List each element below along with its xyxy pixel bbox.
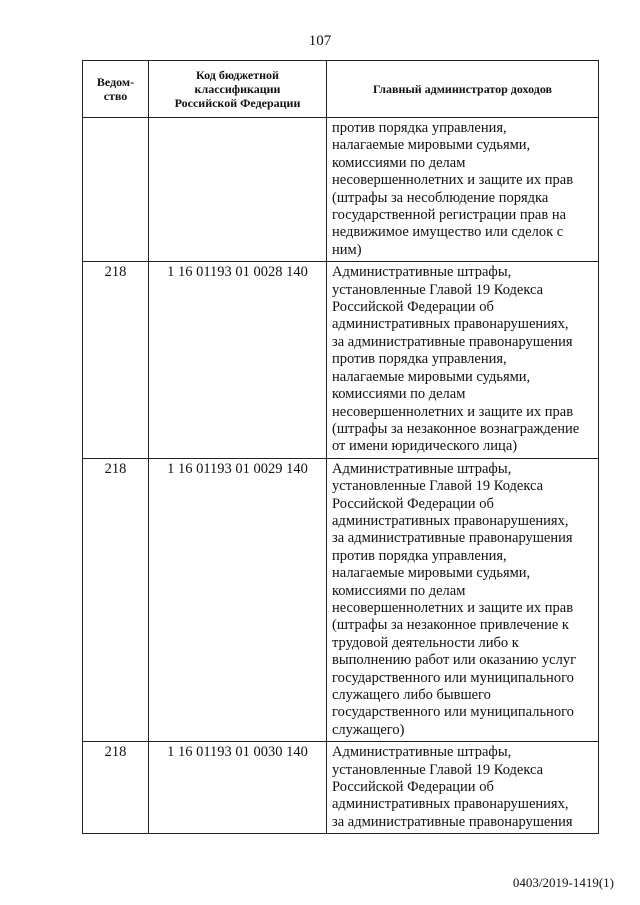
description-line: государственной регистрации прав на: [332, 207, 567, 224]
description-line: выполнению работ или оказанию услуг: [332, 652, 577, 669]
budget-classification-table: [82, 60, 599, 834]
description-line: служащего либо бывшего: [332, 687, 491, 703]
description-line: от имени юридического лица): [332, 438, 518, 455]
table-row: [83, 118, 599, 262]
description-line: административных правонарушениях,: [332, 796, 569, 813]
header-line: Российской Федерации: [174, 96, 301, 110]
description-line: налагаемые мировыми судьями,: [332, 137, 531, 154]
description-line: налагаемые мировыми судьями,: [332, 565, 531, 582]
description-line: против порядка управления,: [332, 120, 507, 136]
header-line: Ведом-: [96, 75, 135, 89]
description-cell: [327, 742, 599, 834]
description-line: (штрафы за незаконное привлечение к: [332, 617, 569, 634]
description-line: государственного или муниципального: [332, 669, 574, 686]
description-line: против порядка управления,: [332, 547, 507, 564]
description-line: трудовой деятельности либо к: [332, 634, 519, 651]
description-line: установленные Главой 19 Кодекса: [332, 478, 544, 495]
description-line: комиссиями по делам: [332, 154, 466, 171]
description-line: комиссиями по делам: [332, 386, 466, 403]
description-line: недвижимое имущество или сделок с: [332, 224, 564, 241]
description-line: ним): [332, 241, 362, 258]
table-header-row: [83, 61, 599, 118]
code-cell: 1 16 01193 01 0029 140: [149, 458, 327, 742]
description-cell: [327, 262, 599, 458]
header-department: [83, 61, 149, 118]
code-cell: 1 16 01193 01 0030 140: [149, 742, 327, 834]
table-row: [83, 742, 599, 834]
document-id: 0403/2019-1419(1): [512, 875, 614, 890]
description-line: налагаемые мировыми судьями,: [332, 368, 531, 385]
description-line: Российской Федерации об: [332, 495, 494, 512]
table-row: [83, 262, 599, 458]
code-cell: [149, 118, 327, 262]
department-cell: [83, 118, 149, 262]
description-line: установленные Главой 19 Кодекса: [332, 761, 544, 778]
description-line: административных правонарушениях,: [332, 316, 569, 333]
description-line: за административные правонарушения: [332, 333, 573, 350]
header-administrator: [327, 61, 599, 118]
description-line: Российской Федерации об: [332, 299, 494, 316]
department-cell: 218: [83, 458, 149, 742]
description-line: (штрафы за несоблюдение порядка: [332, 189, 549, 206]
description-line: за административные правонарушения: [332, 813, 573, 830]
description-line: Административные штрафы,: [332, 744, 512, 761]
description-line: несовершеннолетних и защите их прав: [332, 403, 574, 420]
description-line: Административные штрафы,: [332, 460, 512, 477]
description-line: установленные Главой 19 Кодекса: [332, 281, 544, 298]
description-line: служащего): [332, 721, 405, 738]
description-cell: [327, 118, 599, 262]
description-line: против порядка управления,: [332, 351, 507, 368]
description-cell: [327, 458, 599, 742]
description-line: за административные правонарушения: [332, 530, 573, 547]
header-line: классификации: [194, 82, 281, 96]
page-number: 107: [308, 33, 332, 49]
header-line: Главный администратор доходов: [372, 82, 553, 96]
description-line: Российской Федерации об: [332, 779, 494, 796]
header-line: Код бюджетной: [196, 68, 279, 82]
header-line: ство: [103, 89, 128, 103]
description-line: Административные штрафы,: [332, 264, 512, 281]
description-line: комиссиями по делам: [332, 582, 466, 599]
description-line: административных правонарушениях,: [332, 512, 569, 529]
description-line: несовершеннолетних и защите их прав: [332, 172, 574, 189]
code-cell: 1 16 01193 01 0028 140: [149, 262, 327, 458]
description-line: (штрафы за незаконное вознаграждение: [332, 420, 580, 437]
department-cell: 218: [83, 742, 149, 834]
description-line: несовершеннолетних и защите их прав: [332, 599, 574, 616]
header-code: [149, 61, 327, 118]
department-cell: 218: [83, 262, 149, 458]
table-row: [83, 458, 599, 742]
description-line: государственного или муниципального: [332, 704, 574, 721]
